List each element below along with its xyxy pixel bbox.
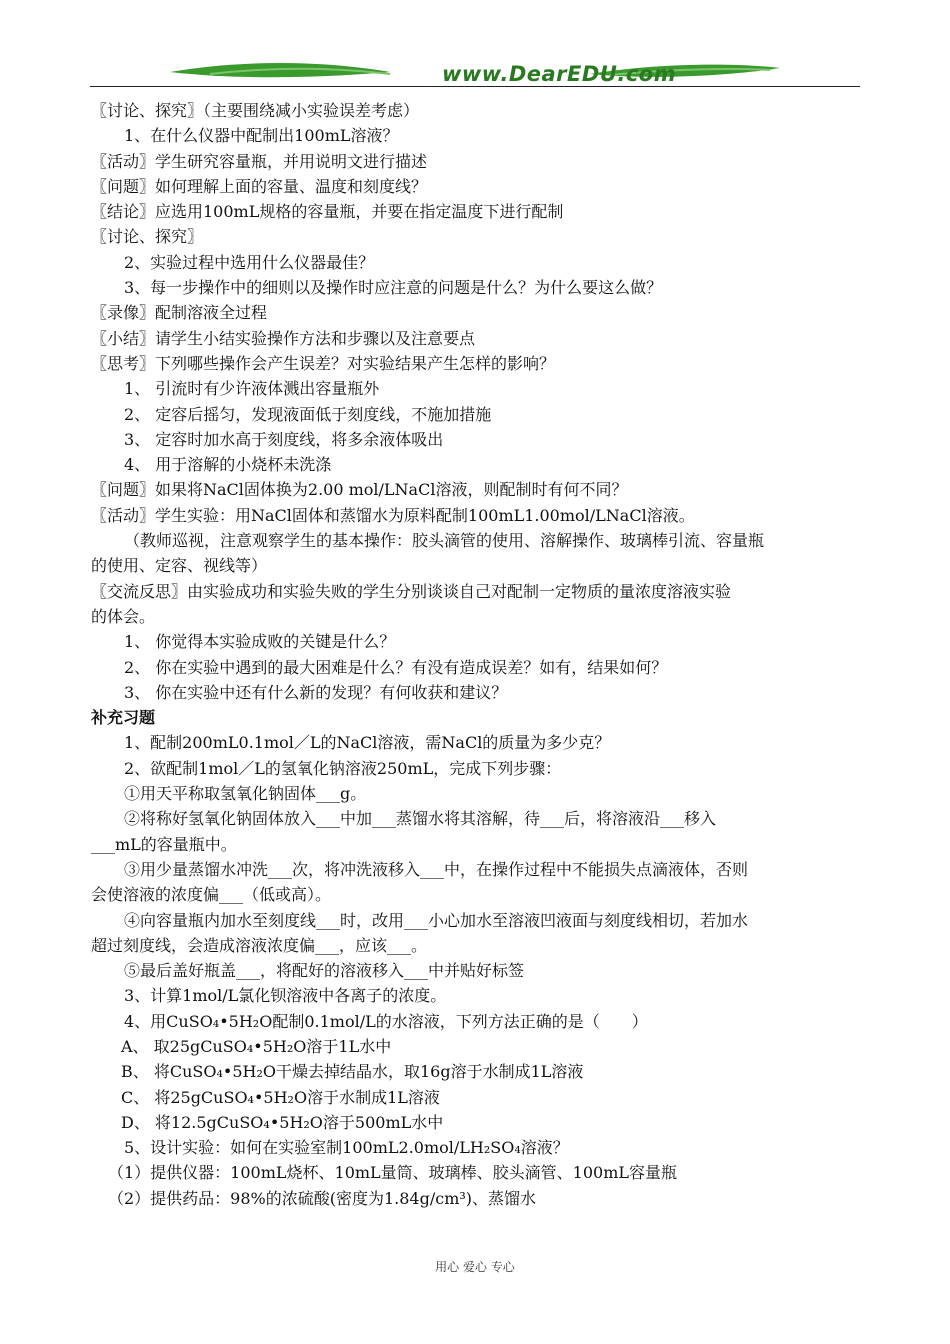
text-line: 〖问题〗如何理解上面的容量、温度和刻度线？ xyxy=(91,176,428,196)
text-line: 2、实验过程中选用什么仪器最佳？ xyxy=(124,252,375,272)
text-line: 2、 你在实验中遇到的最大困难是什么？有没有造成误差？如有，结果如何？ xyxy=(124,657,668,677)
text-line: 3、 你在实验中还有什么新的发现？有何收获和建议？ xyxy=(124,682,508,702)
text-line: D、 将12.5gCuSO₄•5H₂O溶于500mL水中 xyxy=(121,1112,444,1132)
text-line: 超过刻度线，会造成溶液浓度偏___，应该___。 xyxy=(91,935,428,955)
text-line: ___mL的容量瓶中。 xyxy=(91,834,237,854)
text-line: 2、欲配制1mol／L的氢氧化钠溶液250mL，完成下列步骤： xyxy=(124,758,562,778)
text-line: 1、 你觉得本实验成败的关键是什么？ xyxy=(124,632,396,652)
text-line: 4、 用于溶解的小烧杯未洗涤 xyxy=(124,455,332,475)
page-footer: 用心 爱心 专心 xyxy=(435,1260,515,1274)
text-line: （2）提供药品：98%的浓硫酸(密度为1.84g/cm³)、蒸馏水 xyxy=(108,1188,537,1208)
text-line: 〖思考〗下列哪些操作会产生误差？对实验结果产生怎样的影响？ xyxy=(91,353,556,373)
document-body xyxy=(91,98,861,1211)
text-line: （1）提供仪器：100mL烧杯、10mL量筒、玻璃棒、胶头滴管、100mL容量瓶 xyxy=(108,1163,678,1183)
header-rule xyxy=(90,86,860,87)
text-line: 〖录像〗配制溶液全过程 xyxy=(91,303,268,323)
text-line: A、 取25gCuSO₄•5H₂O溶于1L水中 xyxy=(121,1036,392,1056)
text-line: ⑤最后盖好瓶盖___，将配好的溶液移入___中并贴好标签 xyxy=(124,961,525,981)
text-line: 3、每一步操作中的细则以及操作时应注意的问题是什么？为什么要这么做？ xyxy=(124,278,663,298)
text-line: 2、 定容后摇匀，发现液面低于刻度线，不施加措施 xyxy=(124,404,492,424)
text-line: ①用天平称取氢氧化钠固体___g。 xyxy=(124,784,367,804)
text-line: 〖讨论、探究〗（主要围绕减小实验误差考虑） xyxy=(91,101,420,120)
text-line: 会使溶液的浓度偏___（低或高）。 xyxy=(91,885,332,905)
text-line: 4、用CuSO₄•5H₂O配制0.1mol/L的水溶液，下列方法正确的是（ ） xyxy=(124,1011,648,1031)
text-line: 〖小结〗请学生小结实验操作方法和步骤以及注意要点 xyxy=(91,328,476,348)
text-line: 的体会。 xyxy=(91,606,156,626)
text-line: C、 将25gCuSO₄•5H₂O溶于水制成1L溶液 xyxy=(121,1087,440,1107)
text-line: 〖问题〗如果将NaCl固体换为2.00 mol/LNaCl溶液，则配制时有何不同？ xyxy=(91,480,628,500)
text-line: 〖活动〗学生研究容量瓶，并用说明文进行描述 xyxy=(91,151,428,171)
text-line: ②将称好氢氧化钠固体放入___中加___蒸馏水将其溶解，待___后，将溶液沿___移入 xyxy=(124,809,717,829)
text-line: 3、计算1mol/L氯化钡溶液中各离子的浓度。 xyxy=(124,986,447,1006)
text-line: 〖交流反思〗由实验成功和实验失败的学生分别谈谈自己对配制一定物质的量浓度溶液实验 xyxy=(91,581,732,601)
text-line: 1、在什么仪器中配制出100mL溶液？ xyxy=(124,126,399,146)
text-line: 的使用、定容、视线等） xyxy=(91,556,268,576)
text-line: 〖活动〗学生实验：用NaCl固体和蒸馏水为原料配制100mL1.00mol/LNaCl溶液。 xyxy=(91,505,695,525)
text-line: B、 将CuSO₄•5H₂O干燥去掉结晶水，取16g溶于水制成1L溶液 xyxy=(121,1062,584,1082)
text-line: 〖结论〗应选用100mL规格的容量瓶，并要在指定温度下进行配制 xyxy=(91,202,564,222)
text-line: 〖讨论、探究〗 xyxy=(91,227,204,247)
text-line: （教师巡视，注意观察学生的基本操作：胶头滴管的使用、溶解操作、玻璃棒引流、容量瓶 xyxy=(124,531,765,551)
text-line: 1、 引流时有少许液体溅出容量瓶外 xyxy=(124,379,380,399)
text-line: ④向容量瓶内加水至刻度线___时，改用___小心加水至溶液凹液面与刻度线相切，若加水 xyxy=(124,910,749,930)
site-url: www.DearEDU.com xyxy=(442,62,677,86)
text-line: 1、配制200mL0.1mol／L的NaCl溶液，需NaCl的质量为多少克？ xyxy=(124,733,611,753)
text-line: ③用少量蒸馏水冲洗___次，将冲洗液移入___中，在操作过程中不能损失点滴液体，否则 xyxy=(124,859,749,879)
section-heading: 补充习题 xyxy=(91,708,156,728)
text-line: 5、设计实验：如何在实验室制100mL2.0mol/LH₂SO₄溶液？ xyxy=(124,1138,569,1158)
text-line: 3、 定容时加水高于刻度线，将多余液体吸出 xyxy=(124,429,444,449)
